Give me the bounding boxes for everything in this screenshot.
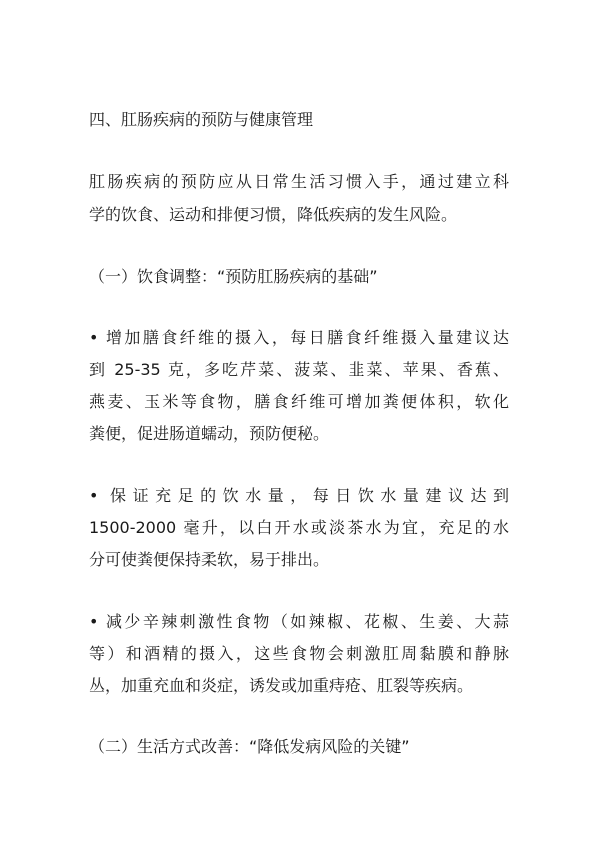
bullet-spicy-line-3: 丛，加重充血和炎症，诱发或加重痔疮、肛裂等疾病。 [89,676,474,695]
subsection-title-diet: （一）饮食调整：“预防肛肠疾病的基础” [89,267,378,286]
section-heading: 四、肛肠疾病的预防与健康管理 [89,110,314,129]
bullet-water-line-1: • 保证充足的饮水量，每日饮水量建议达到 [89,486,509,505]
bullet-water-line-3: 分可使粪便保持柔软，易于排出。 [89,550,330,569]
bullet-fiber-line-1: • 增加膳食纤维的摄入，每日膳食纤维摄入量建议达 [89,328,509,347]
bullet-fiber-line-4: 粪便，促进肠道蠕动，预防便秘。 [89,424,330,443]
bullet-fiber-line-2: 到 25-35 克，多吃芹菜、菠菜、韭菜、苹果、香蕉、 [89,360,509,379]
intro-line-1: 肛肠疾病的预防应从日常生活习惯入手，通过建立科 [89,172,509,191]
bullet-spicy-line-1: • 减少辛辣刺激性食物（如辣椒、花椒、生姜、大蒜 [89,612,509,631]
bullet-fiber-line-3: 燕麦、玉米等食物，膳食纤维可增加粪便体积，软化 [89,392,509,411]
subsection-title-lifestyle: （二）生活方式改善：“降低发病风险的关键” [89,737,410,756]
bullet-spicy-line-2: 等）和酒精的摄入，这些食物会刺激肛周黏膜和静脉 [89,644,509,663]
bullet-water-line-2: 1500-2000 毫升，以白开水或淡茶水为宜，充足的水 [89,518,509,537]
intro-line-2: 学的饮食、运动和排便习惯，降低疾病的发生风险。 [89,205,458,224]
